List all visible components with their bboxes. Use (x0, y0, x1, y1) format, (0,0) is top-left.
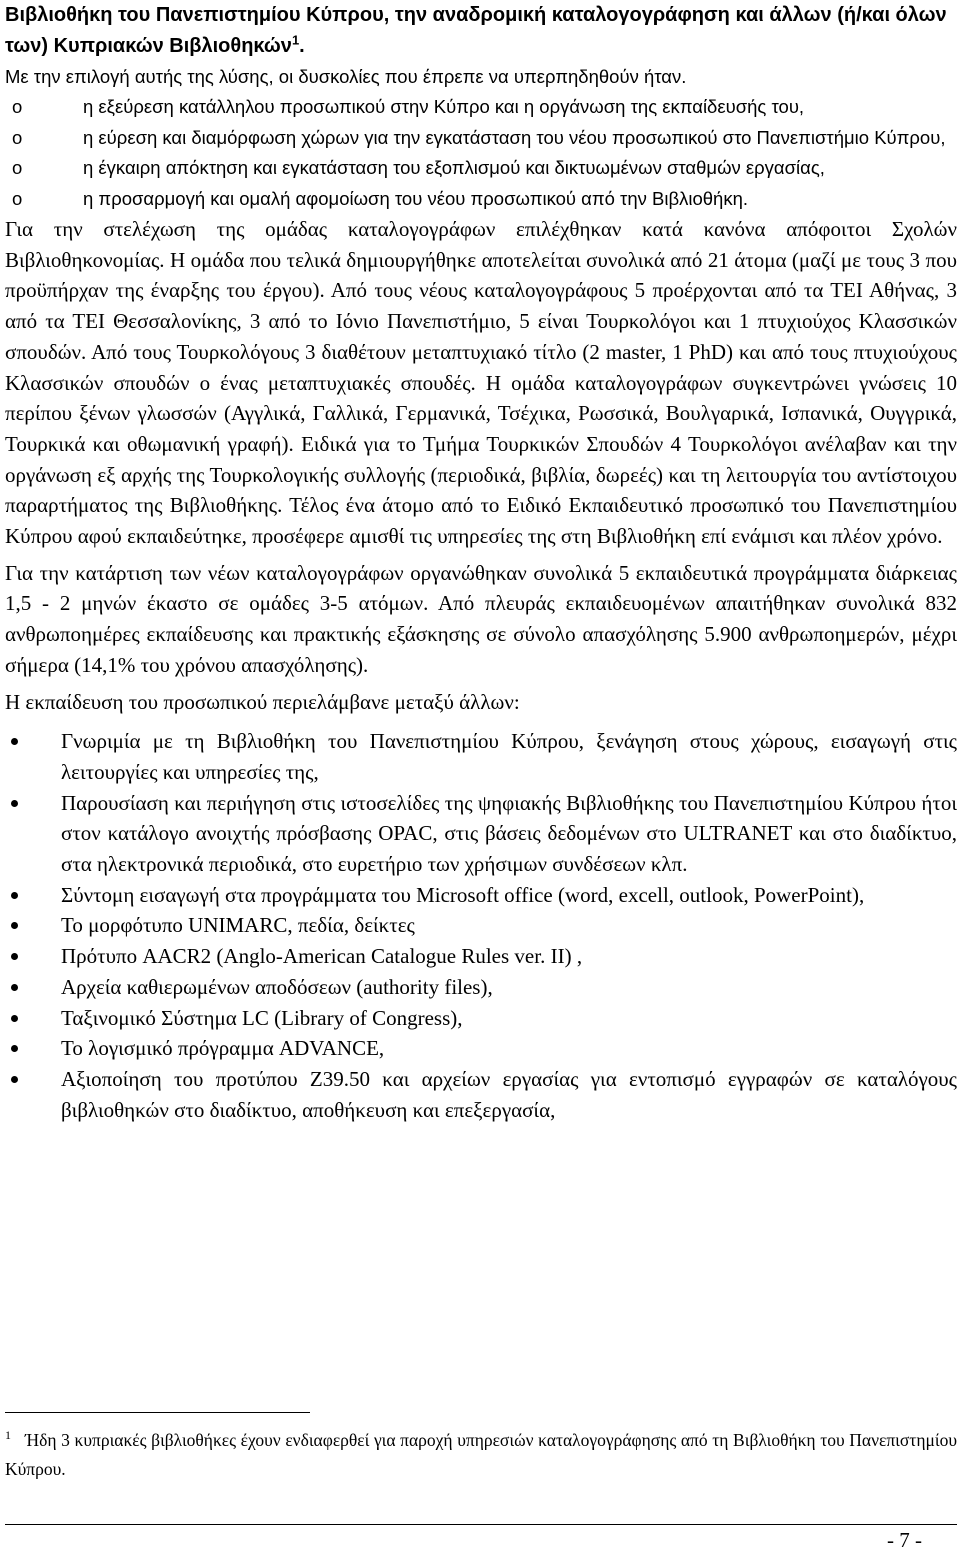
difficulty-item: o η έγκαιρη απόκτηση και εγκατάσταση του εξοπλισμού και δικτυωμένων σταθμών εργασίας, (5, 153, 957, 184)
heading-end: . (299, 35, 305, 57)
training-item: Ταξινομικό Σύστημα LC (Library of Congress), (5, 1003, 957, 1034)
footnote-number: 1 (5, 1428, 11, 1443)
difficulty-item: o η εύρεση και διαμόρφωση χώρων για την εγκατάσταση του νέου προσωπικού στο Πανεπιστήμιο Κύπρου, (5, 123, 957, 154)
bullet-icon (11, 922, 18, 929)
training-list (5, 726, 957, 1125)
intro-line: Με την επιλογή αυτής της λύσης, οι δυσκολίες που έπρεπε να υπερπηδηθούν ήταν. (5, 66, 687, 87)
paragraph-training-intro: Η εκπαίδευση του προσωπικού περιελάμβανε μεταξύ άλλων: (5, 689, 520, 714)
paragraph-staffing: Για την στελέχωση της ομάδας καταλογογράφων επιλέχθηκαν κατά κανόνα απόφοιτοι Σχολών Βιβλιοθηκονομίας. Η ομάδα που τελικά δημιουργήθηκε αποτελείται συνολικά από 21 άτομα (μαζί με τους 3 που προϋπήρχαν της έναρξης του έργου). Από τους νέους καταλογογράφους 5 προέρχονται από τα ΤΕΙ Αθήνας, 3 από τα ΤΕΙ Θεσσαλονίκης, 3 από το Ιόνιο Πανεπιστήμιο, 5 είναι Τουρκολόγοι και 1 πτυχιούχος Κλασσικών σπουδών. Από τους Τουρκολόγους 3 διαθέτουν μεταπτυχιακό τίτλο (2 master, 1 PhD) και από τους πτυχιούχους Κλασσικών σπουδών ο ένας μεταπτυχιακές σπουδές. Η ομάδα καταλογογράφων συγκεντρώνει γνώσεις 10 περίπου ξένων γλωσσών (Αγγλικά, Γαλλικά, Γερμανικά, Τσέχικα, Ρωσσικά, Βουλγαρικά, Ισπανικά, Ουγγρικά, Τουρκικά και οθωμανική γραφή). Ειδικά για το Τμήμα Τουρκικών Σπουδών 4 Τουρκολόγοι ανέλαβαν και την οργάνωση εξ αρχής της Τουρκολογικής συλλογής (περιοδικά, βιβλία, δωρεές) και τη λειτουργία του αντίστοιχου παραρτήματος της Βιβλιοθήκης. Τέλος ένα άτομο από το Ειδικό Εκπαιδευτικό προσωπικό του Πανεπιστημίου Κύπρου αφού εκπαιδεύτηκε, προσέφερε αμισθί τις υπηρεσίες της στη Βιβλιοθήκη επί ενάμισι και πλέον χρόνο. (5, 217, 957, 549)
bullet-icon (11, 984, 18, 991)
section-heading (5, 0, 957, 62)
footnote-text: Ήδη 3 κυπριακές βιβλιοθήκες έχουν ενδιαφερθεί για παροχή υπηρεσιών καταλογογράφησης από τη Βιβλιοθήκη του Πανεπιστημίου Κύπρου. (5, 1430, 957, 1479)
page-number: - 7 - (887, 1528, 922, 1552)
bullet-icon (11, 953, 18, 960)
heading-text: Βιβλιοθήκη του Πανεπιστημίου Κύπρου, την αναδρομική καταλογογράφηση και άλλων (ή/και όλων των) Κυπριακών Βιβλιοθηκών (5, 4, 947, 57)
bullet-icon (11, 1015, 18, 1022)
list-marker: o (12, 157, 23, 178)
page-footer-divider (5, 1524, 957, 1525)
list-marker: o (12, 96, 23, 117)
difficulty-item: o η προσαρμογή και ομαλή αφομοίωση του νέου προσωπικού από την Βιβλιοθήκη. (5, 184, 957, 215)
difficulty-item: o η εξεύρεση κατάλληλου προσωπικού στην Κύπρο και η οργάνωση της εκπαίδευσής του, (5, 92, 957, 123)
bullet-icon (11, 892, 18, 899)
training-item: Το λογισμικό πρόγραμμα ADVANCE, (5, 1033, 957, 1064)
bullet-icon (11, 738, 18, 745)
list-marker: o (12, 187, 23, 209)
footnote-divider (5, 1412, 310, 1413)
training-item: Το μορφότυπο UNIMARC, πεδία, δείκτες (5, 910, 957, 941)
training-item: Γνωριμία με τη Βιβλιοθήκη του Πανεπιστημίου Κύπρου, ξενάγηση στους χώρους, εισαγωγή στις λειτουργίες και υπηρεσίες της, (5, 726, 957, 787)
bullet-icon (11, 800, 18, 807)
bullet-icon (11, 1045, 18, 1052)
training-item: Αξιοποίηση του προτύπου Z39.50 και αρχείων εργασίας για εντοπισμό εγγραφών σε καταλόγους βιβλιοθηκών στο διαδίκτυο, αποθήκευση και επεξεργασία, (5, 1064, 957, 1125)
training-item: Σύντομη εισαγωγή στα προγράμματα του Microsoft office (word, excell, outlook, PowerPoint), (5, 880, 957, 911)
training-item: Παρουσίαση και περιήγηση στις ιστοσελίδες της ψηφιακής Βιβλιοθήκης του Πανεπιστημίου Κύπρου ήτοι στον κατάλογο ανοιχτής πρόσβασης OPAC, στις βάσεις δεδομένων στο ULTRANET και στο διαδίκτυο, στα ηλεκτρονικά περιοδικά, στο ευρετήριο των χρήσιμων συνδέσεων κλπ. (5, 788, 957, 880)
document-page (5, 0, 957, 1125)
list-marker: o (12, 126, 23, 148)
bullet-icon (11, 1076, 18, 1083)
footnote (5, 1426, 957, 1484)
paragraph-training-programs: Για την κατάρτιση των νέων καταλογογράφων οργανώθηκαν συνολικά 5 εκπαιδευτικά προγράμματα διάρκειας 1,5 - 2 μηνών έκαστο σε ομάδες 3-5 ατόμων. Από πλευράς εκπαιδευομένων απαιτήθηκαν συνολικά 832 ανθρωποημέρες εκπαίδευσης και πρακτικής εξάσκησης σε σύνολο απασχόλησης 5.900 ανθρωποημερών, μέχρι σήμερα (14,1% του χρόνου απασχόλησης). (5, 560, 957, 677)
training-item: Αρχεία καθιερωμένων αποδόσεων (authority files), (5, 972, 957, 1003)
difficulties-list (5, 92, 957, 214)
training-item: Πρότυπο AACR2 (Anglo-American Catalogue Rules ver. II) , (5, 941, 957, 972)
footnote-reference[interactable]: 1 (291, 32, 300, 48)
